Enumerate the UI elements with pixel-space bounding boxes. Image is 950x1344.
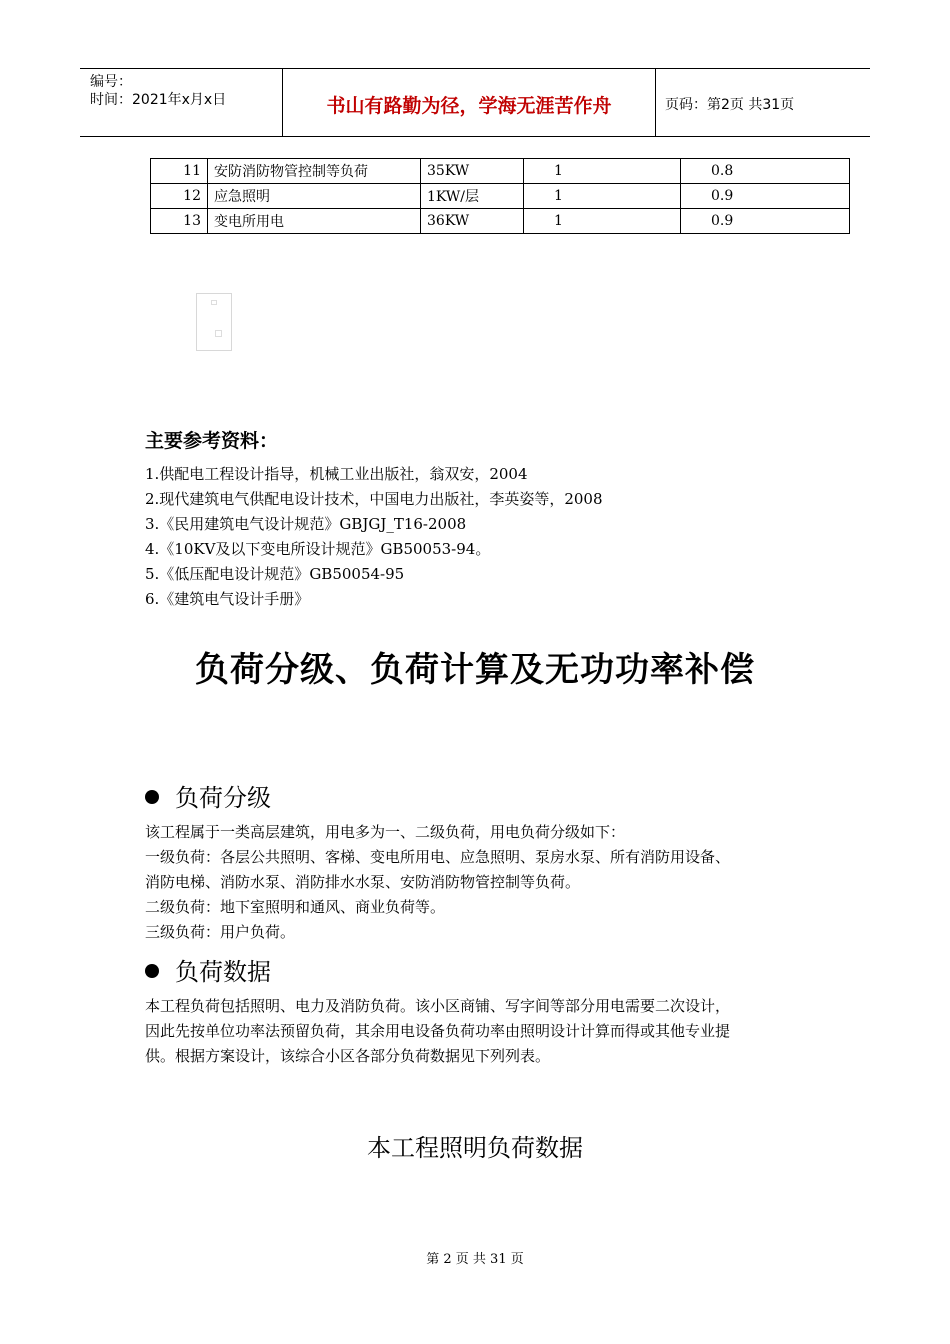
cell-coef: 0.9 xyxy=(681,209,850,234)
section-heading-load-data xyxy=(145,952,271,987)
cell-qty: 1 xyxy=(524,209,681,234)
cell-coef: 0.8 xyxy=(681,159,850,184)
header-page-cell xyxy=(655,69,870,136)
reference-item: 6.《建筑电气设计手册》 xyxy=(145,590,310,608)
time-label: 时间：2021年x月x日 xyxy=(90,92,227,108)
cell-desc: 变电所用电 xyxy=(208,209,421,234)
paragraph-line: 消防电梯、消防水泵、消防排水水泵、安防消防物管控制等负荷。 xyxy=(145,873,581,891)
paragraph-line: 该工程属于一类高层建筑，用电多为一、二级负荷，用电负荷分级如下： xyxy=(145,823,626,841)
load-table xyxy=(150,158,850,234)
paragraph-line: 本工程负荷包括照明、电力及消防负荷。该小区商铺、写字间等部分用电需要二次设计， xyxy=(145,997,731,1015)
bullet-icon xyxy=(145,790,159,804)
figure-mark xyxy=(215,330,222,337)
section-heading-text: 负荷数据 xyxy=(175,958,271,986)
figure-mark xyxy=(211,300,217,305)
section1-body xyxy=(145,820,825,945)
main-title: 负荷分级、负荷计算及无功功率补偿 xyxy=(195,650,755,690)
page-header xyxy=(80,68,870,137)
page-footer: 第 2 页 共 31 页 xyxy=(426,1252,524,1267)
header-motto: 书山有路勤为径，学海无涯苦作舟 xyxy=(326,95,612,117)
section-heading-load-grading xyxy=(145,778,271,813)
references-list xyxy=(145,462,603,612)
reference-item: 3.《民用建筑电气设计规范》GBJGJ_T16-2008 xyxy=(145,515,467,533)
cell-no: 13 xyxy=(151,209,208,234)
paragraph-line: 因此先按单位功率法预留负荷，其余用电设备负荷功率由照明设计计算而得或其他专业提 xyxy=(145,1022,731,1040)
bullet-icon xyxy=(145,964,159,978)
number-label: 编号： xyxy=(90,74,132,90)
header-motto-cell xyxy=(282,69,656,136)
cell-power: 1KW/层 xyxy=(421,184,524,209)
references-title: 主要参考资料： xyxy=(145,430,279,452)
table-row xyxy=(151,209,850,234)
section2-body xyxy=(145,994,825,1069)
cell-no: 11 xyxy=(151,159,208,184)
cell-desc: 应急照明 xyxy=(208,184,421,209)
section-heading-text: 负荷分级 xyxy=(175,784,271,812)
paragraph-line: 供。根据方案设计，该综合小区各部分负荷数据见下列列表。 xyxy=(145,1047,551,1065)
paragraph-line: 二级负荷：地下室照明和通风、商业负荷等。 xyxy=(145,898,446,916)
reference-item: 4.《10KV及以下变电所设计规范》GB50053-94。 xyxy=(145,540,491,558)
reference-item: 2.现代建筑电气供配电设计技术，中国电力出版社，李英姿等，2008 xyxy=(145,490,603,508)
faint-figure-placeholder xyxy=(196,293,232,351)
cell-qty: 1 xyxy=(524,159,681,184)
header-page-label: 页码：第2页 共31页 xyxy=(665,97,795,113)
table-row xyxy=(151,184,850,209)
cell-coef: 0.9 xyxy=(681,184,850,209)
header-left-cell xyxy=(80,69,282,136)
reference-item: 1.供配电工程设计指导，机械工业出版社，翁双安，2004 xyxy=(145,465,528,483)
sub-title: 本工程照明负荷数据 xyxy=(367,1134,583,1162)
paragraph-line: 三级负荷：用户负荷。 xyxy=(145,923,296,941)
cell-qty: 1 xyxy=(524,184,681,209)
reference-item: 5.《低压配电设计规范》GB50054-95 xyxy=(145,565,405,583)
paragraph-line: 一级负荷：各层公共照明、客梯、变电所用电、应急照明、泵房水泵、所有消防用设备、 xyxy=(145,848,731,866)
table-row xyxy=(151,159,850,184)
cell-no: 12 xyxy=(151,184,208,209)
cell-power: 35KW xyxy=(421,159,524,184)
cell-desc: 安防消防物管控制等负荷 xyxy=(208,159,421,184)
cell-power: 36KW xyxy=(421,209,524,234)
